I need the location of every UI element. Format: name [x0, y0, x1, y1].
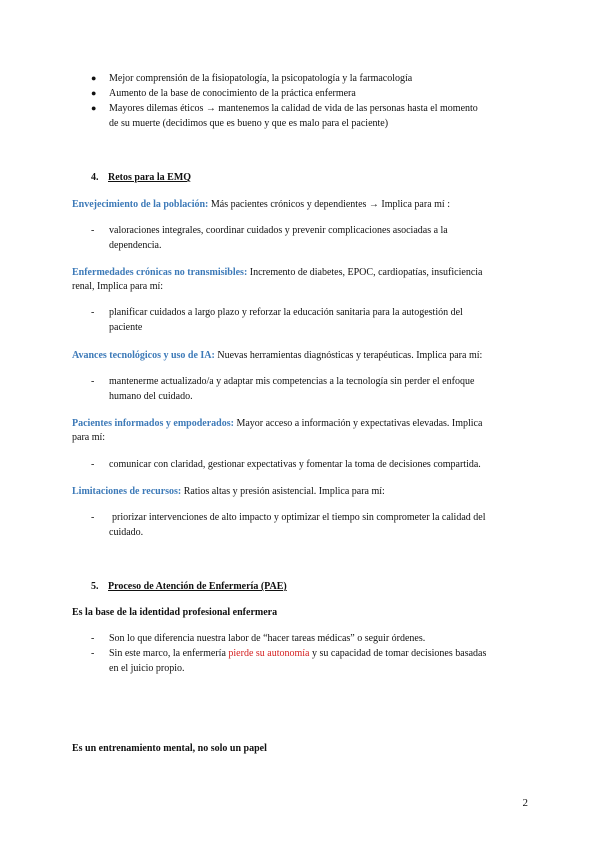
item-label: Avances tecnológicos y uso de IA: [72, 350, 215, 361]
bullet-text: Mejor comprensión de la fisiopatología, la psicopatología y la farmacología [109, 73, 413, 84]
section-title: Retos para la EMQ [108, 172, 192, 183]
dash-bullet: - [91, 307, 95, 318]
dash-bullet: - [91, 633, 95, 644]
item-text: para mí: [72, 432, 106, 443]
sub-bullet-text: valoraciones integrales, coordinar cuidados y prevenir complicaciones asociadas a la [109, 225, 448, 236]
item-text: renal, Implica para mí: [72, 281, 164, 292]
section4-item-4 [72, 417, 482, 430]
sub-bullet-text: paciente [109, 322, 143, 333]
bullet-text: Mayores dilemas éticos → mantenemos la calidad de vida de las personas hasta el momento [109, 103, 478, 114]
closing-statement: Es un entrenamiento mental, no solo un papel [72, 743, 267, 754]
section4-item-3 [72, 349, 482, 362]
section4-item-1 [72, 198, 450, 211]
sub-bullet-text: planificar cuidados a largo plazo y reforzar la educación sanitaria para la autogestión del [109, 307, 463, 318]
dash-bullet: - [91, 648, 95, 659]
dash-bullet: - [91, 376, 95, 387]
bullet-dot: ● [91, 73, 97, 83]
bullet-dot: ● [91, 88, 97, 98]
item-text: Nuevas herramientas diagnósticas y terapéuticas. Implica para mí: [217, 350, 483, 361]
section-number: 5. [91, 581, 99, 592]
page-number: 2 [522, 797, 528, 809]
item-text: Más pacientes crónicos y dependientes → Implica para mí : [210, 199, 450, 210]
bullet-dot: ● [91, 103, 97, 113]
sub-bullet-text: cuidado. [109, 527, 144, 538]
sub-bullet-text: Son lo que diferencia nuestra labor de “hacer tareas médicas” o seguir órdenes. [109, 633, 426, 644]
text-fragment: y su capacidad de tomar decisiones basadas [309, 648, 487, 659]
section-number: 4. [91, 172, 99, 183]
section4-item-2 [72, 266, 482, 279]
sub-bullet-text: priorizar intervenciones de alto impacto y optimizar el tiempo sin comprometer la calidad del [112, 512, 486, 523]
sub-bullet-text [109, 647, 486, 660]
dash-bullet: - [91, 459, 95, 470]
section-subtitle: Es la base de la identidad profesional enfermera [72, 607, 278, 618]
item-text: Ratios altas y presión asistencial. Implica para mí: [183, 486, 385, 497]
dash-bullet: - [91, 512, 95, 523]
sub-bullet-text: humano del cuidado. [109, 391, 193, 402]
section-title: Proceso de Atención de Enfermería (PAE) [108, 581, 287, 592]
item-text: Incremento de diabetes, EPOC, cardiopatías, insuficiencia [249, 267, 483, 278]
item-text: Mayor acceso a información y expectativas elevadas. Implica [236, 418, 483, 429]
sub-bullet-text: en el juicio propio. [109, 663, 185, 674]
item-label: Enfermedades crónicas no transmisibles: [72, 267, 248, 278]
sub-bullet-text: comunicar con claridad, gestionar expectativas y fomentar la toma de decisiones compartida. [109, 459, 481, 470]
sub-bullet-text: dependencia. [109, 240, 162, 251]
bullet-text: de su muerte (decidimos que es bueno y que es malo para el paciente) [109, 118, 389, 129]
sub-bullet-text: mantenerme actualizado/a y adaptar mis competencias a la tecnología sin perder el enfoque [109, 376, 475, 387]
section4-item-5 [72, 485, 385, 498]
highlighted-text: pierde su autonomía [228, 648, 310, 659]
text-fragment: Sin este marco, la enfermería [109, 648, 229, 659]
item-label: Pacientes informados y empoderados: [72, 418, 234, 429]
item-label: Envejecimiento de la población: [72, 199, 209, 210]
bullet-text: Aumento de la base de conocimiento de la práctica enfermera [109, 88, 356, 99]
item-label: Limitaciones de recursos: [72, 486, 182, 497]
dash-bullet: - [91, 225, 95, 236]
